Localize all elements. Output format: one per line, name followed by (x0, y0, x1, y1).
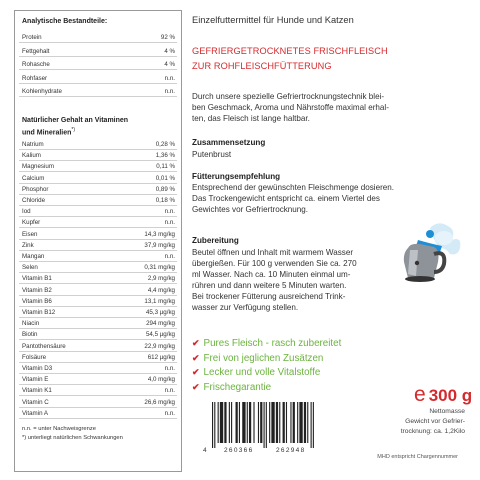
nutrient-row (15, 263, 181, 273)
nutrient-value: 37,9 mg/kg (144, 241, 175, 249)
nutrient-value: n.n. (164, 219, 175, 227)
barcode-bar (283, 402, 285, 443)
nutrient-row (15, 286, 181, 296)
feeding-text (192, 182, 394, 215)
nutrient-name: Rohasche (22, 61, 50, 69)
barcode-bar (279, 402, 280, 443)
check-icon: ✔ (192, 352, 200, 363)
intro-text (192, 91, 389, 124)
nutrient-row (15, 87, 181, 97)
row-divider (19, 171, 177, 172)
nutrient-value: 4,0 mg/kg (147, 376, 175, 384)
nutrient-value: 0,11 % (156, 163, 175, 171)
nutrient-name: Vitamin C (22, 398, 49, 406)
row-divider (19, 418, 177, 419)
nutrient-row (15, 386, 181, 396)
barcode-bar (286, 402, 287, 443)
nutrient-row (15, 353, 181, 363)
nutrient-name: Vitamin E (22, 376, 49, 384)
row-divider (19, 373, 177, 374)
barcode-bar (214, 402, 215, 448)
product-tagline: Einzelfuttermittel für Hunde und Katzen (192, 15, 354, 25)
row-divider (19, 384, 177, 385)
nutrient-row (15, 230, 181, 240)
prep-line: Bei trockener Fütterung ausreichend Trink- (192, 292, 346, 301)
nutrient-name: Zink (22, 241, 34, 249)
row-divider (19, 194, 177, 195)
nutrient-value: 14,3 mg/kg (144, 230, 175, 238)
row-divider (19, 227, 177, 228)
row-divider (19, 250, 177, 251)
analytic-title: Analytische Bestandteile: (22, 18, 108, 25)
prep-line: ml Wasser. Nach ca. 10 Minuten einmal um- (192, 270, 351, 279)
nutrient-row (15, 375, 181, 385)
barcode-bar (313, 402, 314, 448)
nutrient-row (15, 162, 181, 172)
benefit-item (192, 382, 271, 393)
prep-line: Beutel öffnen und Inhalt mit warmem Wasser (192, 248, 354, 257)
nutrient-value: n.n. (164, 88, 175, 96)
nutrient-value: 0,18 % (155, 197, 175, 204)
barcode-bar (311, 402, 312, 448)
barcode-bar (258, 402, 259, 443)
nutrient-name: Selen (22, 264, 38, 272)
nutrient-name: Magnesium (22, 163, 54, 171)
nutrient-name: Niacin (22, 320, 40, 328)
row-divider (19, 283, 177, 284)
row-divider (19, 272, 177, 273)
nutrient-name: Kupfer (22, 219, 41, 227)
row-divider (19, 407, 177, 408)
nutrient-row (15, 308, 181, 318)
benefit-item (192, 353, 323, 364)
nutrient-name: Vitamin D3 (22, 365, 53, 372)
barcode-bar (229, 402, 230, 443)
nutrient-name: Kohlenhydrate (22, 88, 62, 96)
row-divider (19, 56, 177, 57)
barcode-bar (269, 402, 270, 443)
nutrient-value: n.n. (164, 74, 175, 82)
row-divider (19, 83, 177, 84)
barcode-bar (276, 402, 278, 443)
nutrient-name: Natrium (22, 141, 44, 148)
row-divider (19, 261, 177, 262)
nutrient-name: Vitamin A (22, 409, 49, 417)
check-icon: ✔ (192, 381, 200, 392)
barcode-bar (307, 402, 308, 443)
nutrient-value: 26,6 mg/kg (144, 398, 175, 406)
nutrient-name: Phosphor (22, 185, 49, 193)
nutrient-row (15, 297, 181, 307)
nutrient-value: 0,01 % (155, 174, 175, 182)
feeding-line: Das Trockengewicht entspricht ca. einem Viertel des (192, 194, 380, 203)
nutrient-row (15, 207, 181, 217)
barcode-bar (239, 402, 240, 443)
weight-value: 300 g (428, 386, 473, 405)
barcode-bar (304, 402, 306, 443)
nutrient-name: Vitamin B6 (22, 297, 52, 305)
nutrient-name: Vitamin K1 (22, 387, 52, 395)
barcode-bar (293, 402, 295, 443)
prep-heading: Zubereitung (192, 236, 239, 245)
barcode-icon (200, 402, 336, 454)
prep-text (192, 247, 357, 313)
row-divider (19, 328, 177, 329)
nutrient-row (15, 330, 181, 340)
nutrient-value: n.n. (164, 253, 175, 260)
barcode-digits-right: 262948 (276, 447, 306, 454)
nutrient-name: Rohfaser (22, 74, 48, 82)
row-divider (19, 239, 177, 240)
barcode-bar (236, 402, 238, 443)
row-divider (19, 339, 177, 340)
estimated-sign: e (414, 383, 426, 406)
barcode-digit-prefix: 4 (203, 447, 207, 454)
barcode-bar (218, 402, 219, 443)
vitamins-title-footnote-mark: *) (71, 126, 76, 133)
nutrient-name: Vitamin B1 (22, 275, 52, 283)
nutrient-value: 0,89 % (155, 185, 175, 193)
nutrient-name: Kalium (22, 152, 41, 160)
nutrient-value: 0,28 % (155, 141, 175, 148)
barcode-bar (247, 402, 248, 443)
nutrient-name: Iod (22, 208, 31, 216)
nutrient-value: n.n. (164, 365, 175, 372)
row-divider (19, 295, 177, 296)
row-divider (19, 362, 177, 363)
nutrient-value: 92 % (160, 34, 175, 41)
benefit-text: Lecker und volle Vitalstoffe (203, 367, 321, 378)
barcode-bar (297, 402, 298, 443)
check-icon: ✔ (192, 338, 200, 348)
nutrient-name: Protein (22, 34, 42, 41)
row-divider (19, 149, 177, 150)
row-divider (19, 351, 177, 352)
barcode-bar (253, 402, 254, 443)
gross-weight-line1: Gewicht vor Gefrier- (405, 418, 465, 425)
row-divider (19, 160, 177, 161)
nutrient-name: Fettgehalt (22, 47, 50, 55)
row-divider (19, 96, 177, 97)
nutrient-row (15, 60, 181, 70)
barcode-bar (212, 402, 213, 448)
barcode-digits-left: 260366 (224, 447, 254, 454)
nutrient-name: Calcium (22, 174, 45, 182)
intro-line: Durch unsere spezielle Gefriertrocknungstechnik blei- (192, 92, 385, 101)
footnote-variation: *) unterliegt natürlichen Schwankungen (22, 435, 123, 441)
barcode-bar (264, 402, 265, 448)
nutrient-value: 612 µg/kg (147, 353, 175, 361)
barcode-bar (242, 402, 245, 443)
nutrition-panel (14, 10, 182, 472)
nutrient-row (15, 196, 181, 206)
intro-line: ten, das Fleisch ist lange haltbar. (192, 114, 310, 123)
net-weight (414, 383, 472, 407)
vitamins-title-line1: Natürlicher Gehalt an Vitaminen (22, 117, 129, 124)
nutrient-name: Vitamin B12 (22, 309, 56, 316)
nutrient-row (15, 185, 181, 195)
nutrient-name: Pantothensäure (22, 342, 66, 350)
nutrient-name: Chloride (22, 197, 46, 204)
row-divider (19, 42, 177, 43)
nutrient-row (15, 274, 181, 284)
nutrient-row (15, 33, 181, 43)
nutrient-name: Eisen (22, 230, 38, 238)
nutrient-name: Vitamin B2 (22, 286, 52, 294)
benefit-text: Pures Fleisch - rasch zubereitet (203, 338, 342, 349)
row-divider (19, 306, 177, 307)
nutrient-row (15, 319, 181, 329)
nutrient-row (15, 241, 181, 251)
benefit-item (192, 367, 320, 378)
nutrient-name: Biotin (22, 331, 38, 339)
feeding-line: Gewichtes vor Gefriertrocknung. (192, 205, 309, 214)
barcode-bar (224, 402, 226, 443)
composition-heading: Zusammensetzung (192, 138, 266, 147)
gross-weight-line2: trocknung: ca. 1,2Kilo (400, 428, 465, 435)
nutrient-row (15, 47, 181, 57)
nutrient-row (15, 218, 181, 228)
kettle-icon (400, 218, 466, 284)
barcode-bar (220, 402, 223, 443)
feeding-line: Entsprechend der gewünschten Fleischmenge dosieren. (192, 183, 395, 192)
nutrient-value: 4 % (164, 47, 175, 55)
product-title-line2: ZUR ROHFLEISCHFÜTTERUNG (192, 61, 332, 71)
nutrient-row (15, 74, 181, 84)
nutrient-value: 2,9 mg/kg (147, 275, 175, 283)
benefit-item (192, 338, 341, 349)
barcode-bar (290, 402, 291, 443)
barcode-bar (231, 402, 232, 443)
nutrient-row (15, 140, 181, 150)
barcode-bar (249, 402, 251, 443)
footnote-nn: n.n. = unter Nachweisgrenze (22, 426, 96, 432)
nutrient-row (15, 342, 181, 352)
row-divider (19, 317, 177, 318)
nutrient-value: 4 % (164, 61, 175, 69)
nutrient-value: n.n. (164, 387, 175, 395)
nutrient-value: 22,9 mg/kg (144, 342, 175, 350)
nutrient-value: 1,36 % (155, 152, 175, 160)
nutrient-row (15, 151, 181, 161)
check-icon: ✔ (192, 367, 200, 377)
vitamins-title (22, 117, 128, 137)
nutrient-value: 4,4 mg/kg (147, 286, 175, 294)
nutrient-value: 294 mg/kg (146, 320, 175, 328)
nutrient-value: n.n. (164, 208, 175, 216)
nutrient-name: Mangan (22, 253, 45, 260)
benefit-text: Frei von jeglichen Zusätzen (203, 352, 324, 364)
nutrient-row (15, 409, 181, 419)
nutrient-value: 45,3 µg/kg (145, 309, 175, 316)
product-title-line1: GEFRIERGETROCKNETES FRISCHFLEISCH (192, 46, 388, 56)
prep-line: übergießen. Für 100 g verwenden Sie ca. 270 (192, 259, 357, 268)
row-divider (19, 205, 177, 206)
feeding-heading: Fütterungsempfehlung (192, 172, 281, 181)
nutrient-row (15, 174, 181, 184)
nutrient-value: 54,5 µg/kg (145, 331, 175, 339)
row-divider (19, 216, 177, 217)
vitamins-title-line2: und Mineralien (22, 128, 72, 136)
nutrient-row (15, 364, 181, 374)
barcode-bar (260, 402, 262, 443)
row-divider (19, 183, 177, 184)
benefit-text: Frischegarantie (203, 381, 272, 393)
nutrient-value: 13,1 mg/kg (144, 297, 175, 305)
intro-line: ben Geschmack, Aroma und Nährstoffe maximal erhal- (192, 103, 389, 112)
nutrient-row (15, 252, 181, 262)
row-divider (19, 69, 177, 70)
nutrient-value: n.n. (164, 409, 175, 417)
row-divider (19, 395, 177, 396)
nutrient-value: 0,31 mg/kg (144, 264, 175, 272)
composition-text: Putenbrust (192, 150, 232, 159)
net-label: Nettomasse (429, 408, 465, 415)
barcode-bar (299, 402, 302, 443)
barcode-bar (271, 402, 274, 443)
prep-line: rühren und dann weitere 5 Minuten warten. (192, 281, 347, 290)
nutrient-name: Folsäure (22, 353, 47, 361)
nutrient-row (15, 398, 181, 408)
batch-note: MHD entspricht Chargennummer (377, 454, 458, 460)
prep-line: wasser zur Verfügung stellen. (192, 303, 299, 312)
barcode-bar (266, 402, 267, 448)
